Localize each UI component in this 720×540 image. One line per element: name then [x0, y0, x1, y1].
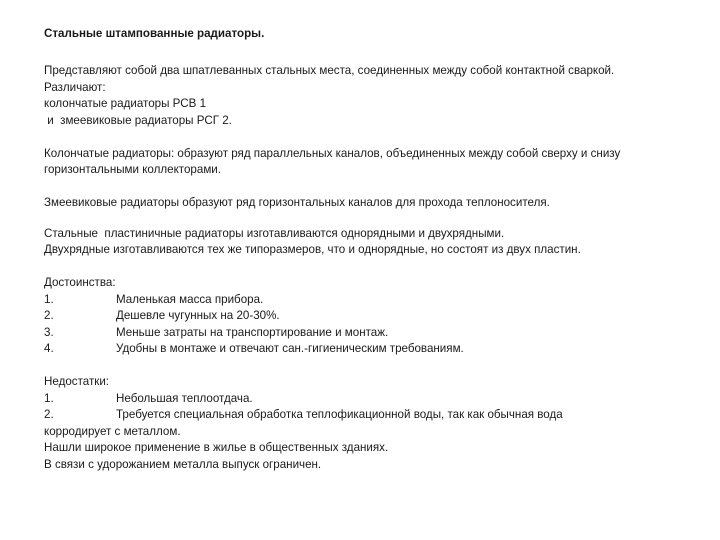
list-number: 1.: [44, 391, 54, 405]
spacer: [44, 179, 704, 196]
list-item: [44, 308, 704, 325]
intro-line: Представляют собой два шпатлеванных стальных места, соединенных между собой контактной сваркой.: [44, 64, 615, 77]
intro-line: колончатые радиаторы РСВ 1: [44, 97, 207, 110]
list-number: 2.: [44, 309, 54, 322]
panel-line: Стальные пластиничные радиаторы изготавливаются однорядными и двухрядными.: [44, 226, 505, 240]
list-number: 4.: [44, 342, 54, 355]
spacer: [44, 358, 704, 375]
disadvantages-section: [44, 374, 704, 473]
list-text: Требуется специальная обработка теплофикационной воды, так как обычная вода: [116, 408, 563, 421]
list-text: Дешевле чугунных на 20-30%.: [116, 309, 280, 322]
note-line: В связи с удорожанием металла выпуск ограничен.: [44, 457, 322, 471]
coil-paragraph: [44, 195, 704, 212]
list-text: Меньше затраты на транспортирование и монтаж.: [116, 325, 389, 339]
intro-line: и змеевиковые радиаторы РСГ 2.: [44, 113, 232, 127]
spacer: [44, 43, 704, 63]
advantages-section: [44, 275, 704, 358]
intro-line: Различают:: [44, 80, 106, 94]
spacer: [44, 212, 704, 226]
list-item: [44, 341, 704, 358]
note-line: Нашли широкое применение в жилье в общественных зданиях.: [44, 441, 389, 454]
list-item: [44, 292, 704, 309]
list-text: Маленькая масса прибора.: [116, 292, 264, 306]
intro-paragraph: [44, 63, 704, 129]
list-text: Небольшая теплоотдача.: [116, 391, 253, 405]
list-number: 3.: [44, 325, 54, 339]
list-item: [44, 407, 704, 424]
list-item: [44, 391, 704, 408]
list-text: Удобны в монтаже и отвечают сан.-гигиеническим требованиям.: [116, 342, 464, 355]
list-number: 2.: [44, 408, 54, 421]
columnar-line: горизонтальными коллекторами.: [44, 163, 221, 176]
list-item: [44, 325, 704, 342]
spacer: [44, 129, 704, 146]
list-continuation: корродирует с металлом.: [44, 424, 181, 438]
coil-line: Змеевиковые радиаторы образуют ряд горизонтальных каналов для прохода теплоносителя.: [44, 196, 550, 209]
spacer: [44, 259, 704, 276]
columnar-line: Колончатые радиаторы: образуют ряд параллельных каналов, объединенных между собой сверху и снизу: [44, 146, 621, 160]
document-page: [44, 26, 704, 473]
advantages-heading: Достоинства:: [44, 276, 116, 289]
document-title: Стальные штампованные радиаторы.: [44, 27, 265, 40]
disadvantages-heading: Недостатки:: [44, 375, 110, 388]
panel-paragraph: [44, 226, 704, 259]
columnar-paragraph: [44, 146, 704, 179]
panel-line: Двухрядные изготавливаются тех же типоразмеров, что и однорядные, но состоят из двух пластин.: [44, 243, 581, 256]
list-number: 1.: [44, 292, 54, 306]
